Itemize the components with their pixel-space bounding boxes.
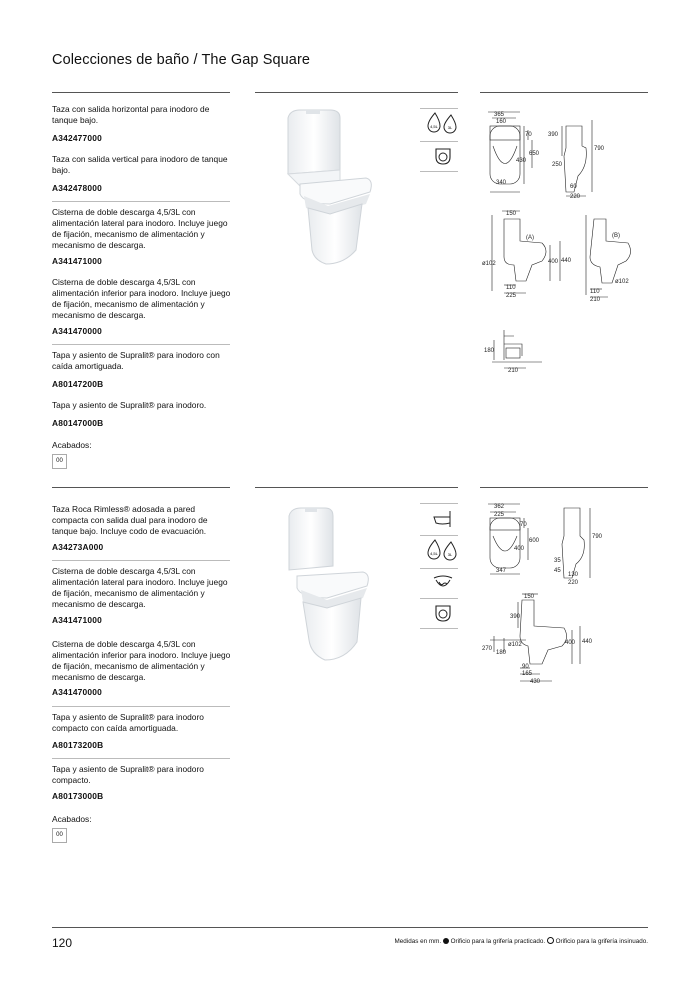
section-rule: [52, 487, 230, 488]
dimension-label: 70: [520, 522, 527, 528]
dual-flush-icon: [425, 538, 461, 564]
dimension-label: 362: [494, 504, 505, 510]
dimension-label: 270: [482, 646, 493, 652]
dimension-label: 210: [590, 297, 601, 303]
product-description: Taza con salida vertical para inodoro de tanque bajo.: [52, 154, 228, 175]
dimension-label: ø102: [615, 279, 629, 285]
dimension-label: 400: [565, 640, 576, 646]
section-rule: [480, 487, 648, 488]
dimension-label: 340: [496, 180, 507, 186]
product-description: Taza con salida horizontal para inodoro de tanque bajo.: [52, 104, 210, 125]
product-code: A341471000: [52, 615, 102, 625]
finish-swatch[interactable]: 00: [52, 828, 67, 843]
flush-volume-label: 4,5L: [430, 124, 438, 129]
dimension-label: 390: [548, 132, 559, 138]
page-title: Colecciones de baño / The Gap Square: [52, 52, 311, 68]
section-rule: [52, 92, 230, 93]
dimension-label: ø102: [508, 642, 522, 648]
finishes-label: Acabados:: [52, 440, 92, 450]
drawing-label: (A): [526, 235, 534, 241]
technical-drawing-top: [482, 500, 612, 590]
wall-mounted-icon: [430, 509, 456, 529]
empty-circle-icon: [547, 937, 554, 944]
item-divider: [52, 201, 230, 202]
dimension-label: 650: [529, 151, 540, 157]
item-divider: [52, 560, 230, 561]
dimension-label: 250: [552, 162, 563, 168]
dimension-label: 90: [522, 664, 529, 670]
product-description: Tapa y asiento de Supralit® para inodoro compacto.: [52, 764, 204, 785]
legend-practiced: Orificio para la grifería practicado.: [450, 938, 546, 945]
dimension-label: 130: [568, 572, 579, 578]
product-description: Tapa y asiento de Supralit® para inodoro.: [52, 400, 207, 410]
icon-divider: [420, 598, 458, 599]
product-description: Taza Roca Rimless® adosada a pared compacta con salida dual para inodoro de tanque bajo. Incluye codo de evacuación.: [52, 504, 208, 536]
flush-volume-label: 3L: [447, 552, 453, 557]
product-image-toilet: [270, 100, 390, 275]
toilet-seat-icon: [432, 145, 454, 167]
product-code: A80147200B: [52, 379, 104, 389]
technical-drawing-section: [482, 588, 602, 686]
legend-units: Medidas en mm.: [394, 938, 442, 945]
product-description: Tapa y asiento de Supralit® para inodoro con caída amortiguada.: [52, 350, 220, 371]
dimension-label: 165: [522, 671, 533, 677]
product-description: Tapa y asiento de Supralit® para inodoro compacto con caída amortiguada.: [52, 712, 204, 733]
footer-legend: [395, 937, 648, 945]
product-code: A80173000B: [52, 791, 104, 801]
dimension-label: 440: [582, 639, 593, 645]
finishes-label: Acabados:: [52, 814, 92, 824]
icon-divider: [420, 108, 458, 109]
technical-drawing-fixing: [482, 326, 552, 378]
technical-drawing-outlets: [482, 205, 642, 305]
page-number: 120: [52, 936, 73, 950]
dimension-label: 225: [506, 293, 517, 299]
product-code: A34273A000: [52, 542, 104, 552]
dimension-label: 225: [494, 512, 505, 518]
dimension-label: 210: [508, 368, 519, 374]
dimension-label: 790: [592, 534, 603, 540]
dimension-label: 150: [524, 594, 535, 600]
dimension-label: 430: [516, 158, 527, 164]
dimension-label: 220: [570, 194, 581, 200]
technical-drawing-top: [482, 106, 612, 200]
item-divider: [52, 344, 230, 345]
footer-rule: [52, 927, 648, 928]
product-code: A342478000: [52, 183, 102, 193]
product-code: A80173200B: [52, 740, 104, 750]
dimension-label: 180: [496, 650, 507, 656]
dimension-label: 110: [506, 285, 516, 291]
flush-volume-label: 3L: [447, 125, 453, 130]
dimension-label: 440: [561, 258, 572, 264]
product-description: Cisterna de doble descarga 4,5/3L con alimentación inferior para inodoro. Incluye juego de fijación, mecanismo de alimentación y mecanismo de descarga.: [52, 639, 231, 682]
filled-circle-icon: [443, 938, 449, 944]
product-code: A341471000: [52, 256, 102, 266]
section-rule: [255, 92, 458, 93]
icon-divider: [420, 628, 458, 629]
legend-suggested: Orificio para la grifería insinuado.: [555, 938, 648, 945]
dimension-label: 790: [594, 146, 605, 152]
dimension-label: 400: [548, 259, 559, 265]
icon-divider: [420, 535, 458, 536]
drawing-label: (B): [612, 233, 620, 239]
dimension-label: 430: [530, 679, 541, 685]
dimension-label: 70: [525, 132, 532, 138]
flush-volume-label: 4,5L: [430, 551, 438, 556]
rimless-flush-icon: [430, 572, 456, 594]
dimension-label: ø102: [482, 261, 496, 267]
icon-divider: [420, 503, 458, 504]
icon-divider: [420, 568, 458, 569]
dimension-label: 45: [554, 568, 561, 574]
dimension-label: 160: [496, 119, 507, 125]
product-code: A80147000B: [52, 418, 104, 428]
dimension-label: 60: [570, 184, 577, 190]
dimension-label: 150: [506, 211, 517, 217]
toilet-seat-icon: [432, 602, 454, 624]
finish-swatch[interactable]: 00: [52, 454, 67, 469]
icon-divider: [420, 141, 458, 142]
item-divider: [52, 706, 230, 707]
section-rule: [480, 92, 648, 93]
product-description: Cisterna de doble descarga 4,5/3L con alimentación inferior para inodoro. Incluye juego de fijación, mecanismo de alimentación y mecanismo de descarga.: [52, 277, 231, 320]
product-code: A342477000: [52, 133, 102, 143]
dimension-label: 390: [510, 614, 521, 620]
icon-divider: [420, 171, 458, 172]
section-rule: [255, 487, 458, 488]
product-description: Cisterna de doble descarga 4,5/3L con alimentación lateral para inodoro. Incluye juego de fijación, mecanismo de alimentación y mecanismo de descarga.: [52, 566, 228, 609]
item-divider: [52, 758, 230, 759]
dimension-label: 110: [590, 289, 600, 295]
dimension-label: 220: [568, 580, 579, 586]
dimension-label: 347: [496, 568, 507, 574]
dimension-label: 180: [484, 348, 495, 354]
dimension-label: 35: [554, 558, 561, 564]
product-image-compact-toilet: [275, 502, 385, 672]
product-code: A341470000: [52, 326, 102, 336]
dimension-label: 600: [529, 538, 540, 544]
dual-flush-icon: [425, 111, 461, 137]
dimension-label: 365: [494, 112, 505, 118]
dimension-label: 400: [514, 546, 525, 552]
product-description: Cisterna de doble descarga 4,5/3L con alimentación lateral para inodoro. Incluye juego de fijación, mecanismo de alimentación y mecanismo de descarga.: [52, 207, 228, 250]
product-code: A341470000: [52, 687, 102, 697]
